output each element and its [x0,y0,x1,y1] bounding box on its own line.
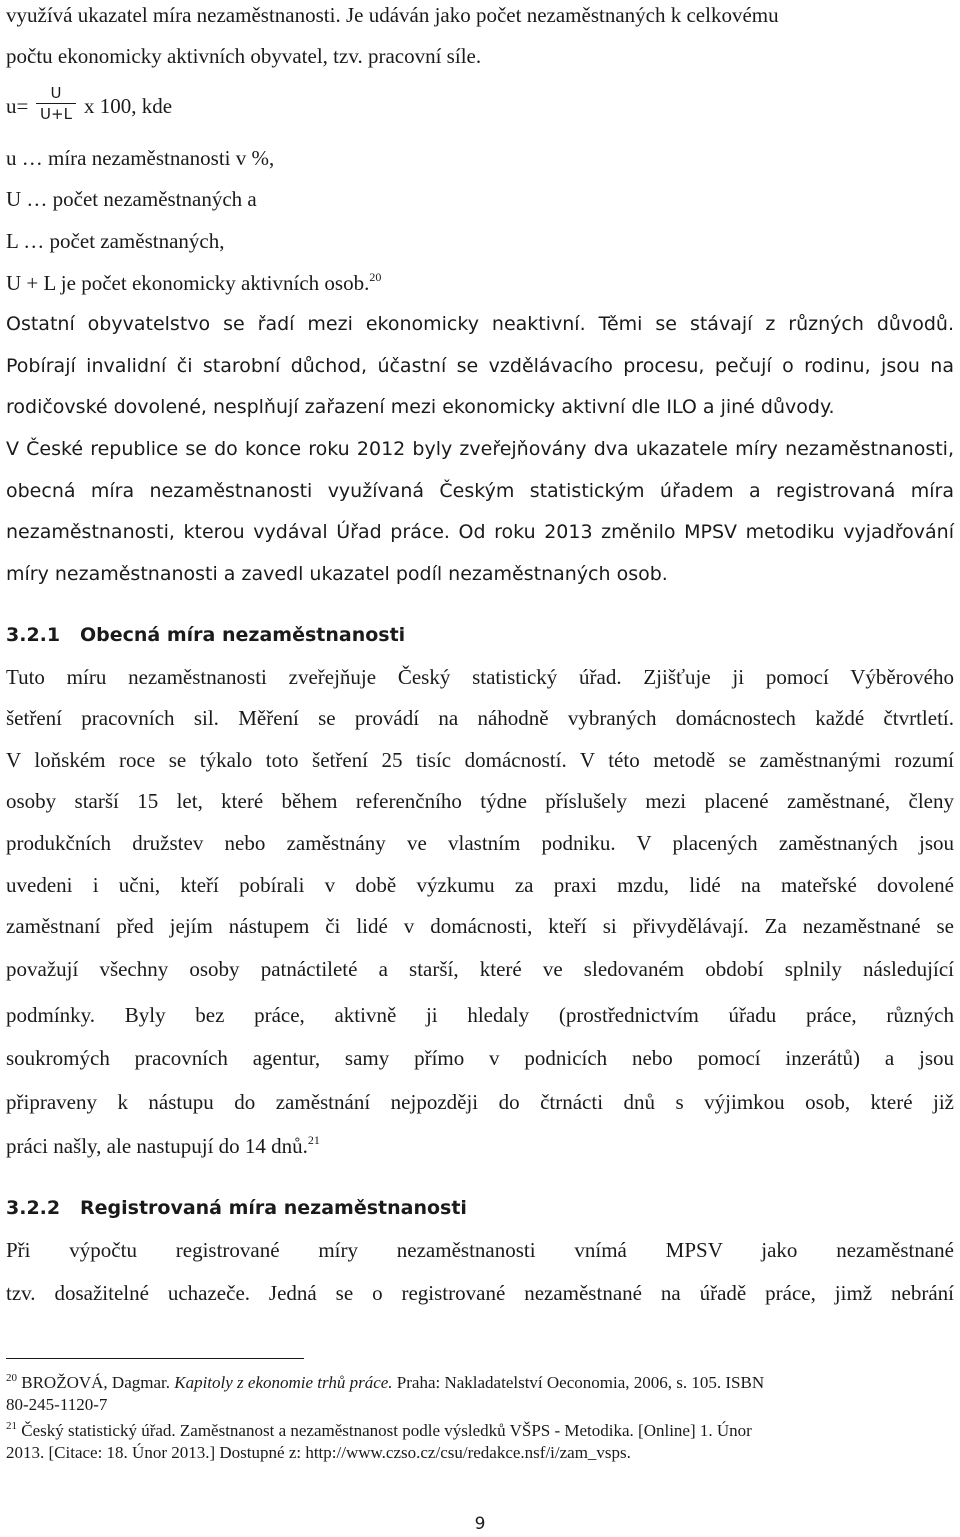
body-text-line: považují všechny osoby patnáctileté a starší, které ve sledovaném období splnily následující [6,957,954,981]
formula-denominator: U+L [40,105,72,123]
formula-prefix: u= [6,94,29,118]
footnote-title: Kapitoly z ekonomie trhů práce. [174,1373,393,1392]
footnote-21 [6,1420,752,1442]
body-text-line: zaměstnaní před jejím nástupem či lidé v domácnosti, kteří si přivydělávají. Za nezaměstnané se [6,914,954,938]
footnote-number: 21 [6,1420,17,1432]
footnote-text: Český statistický úřad. Zaměstnanost a nezaměstnanost podle výsledků VŠPS - Metodika. [Online] 1. Únor [21,1421,752,1440]
footnote-20 [6,1372,764,1394]
body-text-line: Pobírají invalidní či starobní důchod, účastní se vzdělávacího procesu, pečují o rodinu, jsou na [6,355,954,377]
body-text-line: míry nezaměstnanosti a zavedl ukazatel podíl nezaměstnaných osob. [6,563,668,585]
body-text-line: uvedeni i učni, kteří pobírali v době výzkumu za praxi mzdu, lidé na mateřské dovolené [6,873,954,897]
body-text-line: počtu ekonomicky aktivních obyvatel, tzv. pracovní síle. [6,44,482,68]
body-text-line: využívá ukazatel míra nezaměstnanosti. Je udáván jako počet nezaměstnaných k celkovému [6,3,779,27]
section-heading [6,622,405,648]
definition-line: u … míra nezaměstnanosti v %, [6,146,275,170]
footnote-21-continued: 2013. [Citace: 18. Únor 2013.] Dostupné z: http://www.czso.cz/csu/redakce.nsf/i/zam_vsps. [6,1443,631,1462]
body-text-line: tzv. dosažitelné uchazeče. Jedná se o registrované nezaměstnané na úřadě práce, jimž nebrání [6,1281,954,1305]
body-text-line: obecná míra nezaměstnanosti využívaná Českým statistickým úřadem a registrovaná míra [6,480,954,502]
section-title: Registrovaná míra nezaměstnanosti [80,1197,467,1219]
section-number: 3.2.1 [6,624,61,646]
section-title: Obecná míra nezaměstnanosti [80,624,406,646]
body-text-line: produkčních družstev nebo zaměstnány ve vlastním podniku. V placených zaměstnaných jsou [6,831,954,855]
body-text-line: V České republice se do konce roku 2012 byly zveřejňovány dva ukazatele míry nezaměstnanosti, [6,438,954,460]
footnote-publisher: Praha: Nakladatelství Oeconomia, 2006, s. 105. ISBN [396,1373,765,1392]
body-text: práci našly, ale nastupují do 14 dnů. [6,1134,308,1158]
body-text-line: Při výpočtu registrované míry nezaměstnanosti vnímá MPSV jako nezaměstnané [6,1238,954,1262]
body-text-line: podmínky. Byly bez práce, aktivně ji hledaly (prostřednictvím úřadu práce, různých [6,1003,954,1027]
body-text-line: V loňském roce se týkalo toto šetření 25 tisíc domácností. V této metodě se zaměstnanými rozumí [6,748,954,772]
formula-suffix: x 100, kde [84,94,173,118]
definition-line [6,270,381,296]
footnote-ref: 21 [307,1133,320,1147]
fraction-bar [36,103,76,104]
footnote-author: BROŽOVÁ, Dagmar. [21,1373,170,1392]
footnote-separator [6,1358,304,1359]
body-text-line: osoby starší 15 let, které během referenčního týdne příslušely mezi placené zaměstnané, členy [6,789,954,813]
body-text-line: nezaměstnanosti, kterou vydával Úřad práce. Od roku 2013 změnilo MPSV metodiku vyjadřování [6,521,954,543]
body-text-line: připraveny k nástupu do zaměstnání nejpozději do čtrnácti dnů s výjimkou osob, které již [6,1090,954,1114]
body-text-line: rodičovské dovolené, nesplňují zařazení mezi ekonomicky aktivní dle ILO a jiné důvody. [6,396,835,418]
body-text-line: soukromých pracovních agentur, samy přímo v podnicích nebo pomocí inzerátů) a jsou [6,1046,954,1070]
definition-line: U … počet nezaměstnaných a [6,187,257,211]
formula-numerator: U [50,84,62,102]
section-number: 3.2.2 [6,1197,61,1219]
body-text-line: Ostatní obyvatelstvo se řadí mezi ekonomicky neaktivní. Těmi se stávají z různých důvodů. [6,313,954,335]
body-text-line: Tuto míru nezaměstnanosti zveřejňuje Český statistický úřad. Zjišťuje ji pomocí Výběrového [6,665,954,689]
body-text-line: šetření pracovních sil. Měření se provádí na náhodně vybraných domácnostech každé čtvrtletí. [6,706,954,730]
section-heading [6,1195,467,1221]
footnote-number: 20 [6,1372,17,1384]
definition-text: U + L je počet ekonomicky aktivních osob. [6,271,370,295]
definition-line: L … počet zaměstnaných, [6,229,225,253]
page-number: 9 [474,1514,486,1534]
footnote-ref: 20 [369,270,382,284]
body-text-line [6,1133,320,1159]
footnote-20-isbn: 80-245-1120-7 [6,1395,108,1414]
formula-fraction [36,84,76,123]
